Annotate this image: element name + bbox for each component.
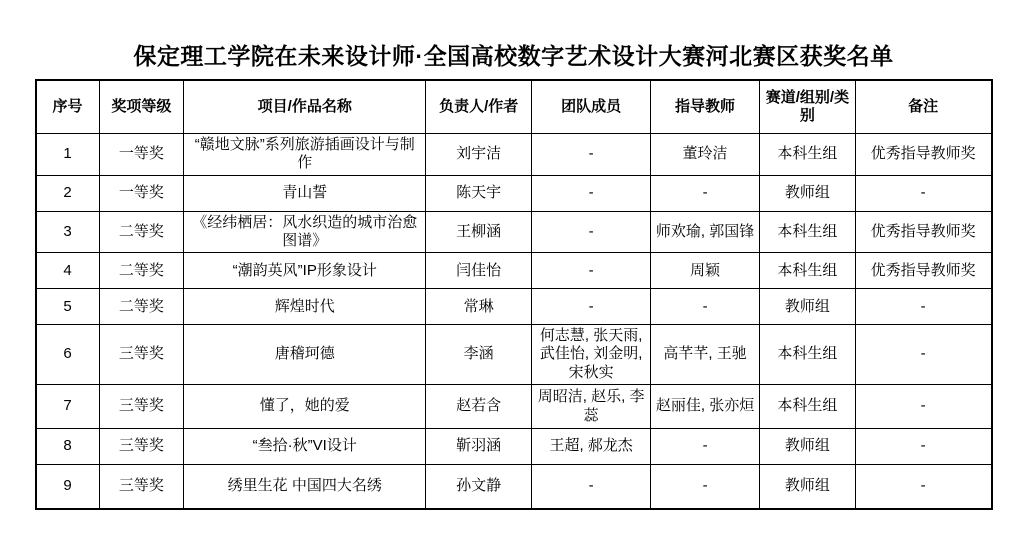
- cell-award: 二等奖: [99, 289, 184, 325]
- cell-category: 本科生组: [760, 253, 856, 289]
- cell-remark: -: [855, 325, 991, 385]
- cell-project: 唐稽珂德: [184, 325, 426, 385]
- cell-author: 王柳涵: [426, 211, 532, 253]
- cell-index: 3: [36, 211, 100, 253]
- cell-project: “叁拾·秋”VI设计: [184, 429, 426, 465]
- cell-award: 一等奖: [99, 134, 184, 176]
- table-row: [36, 253, 992, 289]
- cell-team: 何志慧, 张天雨, 武佳怡, 刘金明, 宋秋实: [532, 325, 651, 385]
- cell-team: -: [532, 134, 651, 176]
- table-row: [36, 325, 992, 385]
- cell-remark: 优秀指导教师奖: [855, 211, 991, 253]
- cell-award: 三等奖: [99, 325, 184, 385]
- cell-advisor: 赵丽佳, 张亦烜: [651, 385, 760, 429]
- cell-author: 孙文静: [426, 465, 532, 509]
- cell-award: 三等奖: [99, 385, 184, 429]
- cell-award: 二等奖: [99, 253, 184, 289]
- cell-project: 绣里生花 中国四大名绣: [184, 465, 426, 509]
- cell-remark: -: [855, 429, 991, 465]
- cell-remark: -: [855, 465, 991, 509]
- cell-project: 懂了，她的爱: [184, 385, 426, 429]
- cell-advisor: -: [651, 429, 760, 465]
- cell-author: 赵若含: [426, 385, 532, 429]
- column-header-category: 赛道/组别/类别: [760, 80, 856, 134]
- cell-team: -: [532, 175, 651, 211]
- cell-index: 8: [36, 429, 100, 465]
- cell-remark: 优秀指导教师奖: [855, 253, 991, 289]
- cell-author: 刘宇洁: [426, 134, 532, 176]
- column-header-remark: 备注: [855, 80, 991, 134]
- cell-category: 教师组: [760, 175, 856, 211]
- cell-author: 靳羽涵: [426, 429, 532, 465]
- column-header-award: 奖项等级: [99, 80, 184, 134]
- table-row: [36, 429, 992, 465]
- cell-index: 2: [36, 175, 100, 211]
- header-row: [36, 80, 992, 134]
- cell-project: “潮韵英风”IP形象设计: [184, 253, 426, 289]
- cell-category: 本科生组: [760, 325, 856, 385]
- table-row: [36, 465, 992, 509]
- cell-award: 三等奖: [99, 429, 184, 465]
- cell-author: 常琳: [426, 289, 532, 325]
- cell-advisor: -: [651, 289, 760, 325]
- cell-index: 6: [36, 325, 100, 385]
- table-row: [36, 289, 992, 325]
- cell-index: 1: [36, 134, 100, 176]
- table-row: [36, 211, 992, 253]
- cell-project: 《经纬栖居：风水织造的城市治愈图谱》: [184, 211, 426, 253]
- cell-project: “赣地文脉”系列旅游插画设计与制作: [184, 134, 426, 176]
- cell-remark: -: [855, 175, 991, 211]
- cell-team: -: [532, 211, 651, 253]
- column-header-index: 序号: [36, 80, 100, 134]
- cell-project: 青山誓: [184, 175, 426, 211]
- column-header-advisor: 指导教师: [651, 80, 760, 134]
- column-header-team: 团队成员: [532, 80, 651, 134]
- cell-author: 闫佳怡: [426, 253, 532, 289]
- table-row: [36, 175, 992, 211]
- cell-award: 三等奖: [99, 465, 184, 509]
- page-title: 保定理工学院在未来设计师·全国高校数字艺术设计大赛河北赛区获奖名单: [133, 43, 894, 69]
- cell-author: 陈天宇: [426, 175, 532, 211]
- cell-category: 本科生组: [760, 385, 856, 429]
- cell-team: 王超, 郝龙杰: [532, 429, 651, 465]
- cell-index: 7: [36, 385, 100, 429]
- cell-team: -: [532, 253, 651, 289]
- cell-remark: 优秀指导教师奖: [855, 134, 991, 176]
- cell-team: -: [532, 289, 651, 325]
- cell-advisor: 周颖: [651, 253, 760, 289]
- cell-index: 9: [36, 465, 100, 509]
- cell-team: -: [532, 465, 651, 509]
- table-row: [36, 385, 992, 429]
- cell-advisor: 董玲洁: [651, 134, 760, 176]
- cell-category: 教师组: [760, 429, 856, 465]
- cell-advisor: 师欢瑜, 郭国锋: [651, 211, 760, 253]
- cell-award: 一等奖: [99, 175, 184, 211]
- cell-author: 李涵: [426, 325, 532, 385]
- cell-index: 4: [36, 253, 100, 289]
- awards-table: [35, 79, 993, 510]
- cell-category: 教师组: [760, 289, 856, 325]
- cell-category: 本科生组: [760, 134, 856, 176]
- column-header-project: 项目/作品名称: [184, 80, 426, 134]
- cell-index: 5: [36, 289, 100, 325]
- cell-team: 周昭洁, 赵乐, 李蕊: [532, 385, 651, 429]
- column-header-author: 负责人/作者: [426, 80, 532, 134]
- cell-category: 本科生组: [760, 211, 856, 253]
- cell-advisor: -: [651, 465, 760, 509]
- cell-project: 辉煌时代: [184, 289, 426, 325]
- cell-remark: -: [855, 385, 991, 429]
- table-row: [36, 134, 992, 176]
- cell-advisor: -: [651, 175, 760, 211]
- cell-category: 教师组: [760, 465, 856, 509]
- cell-award: 二等奖: [99, 211, 184, 253]
- cell-remark: -: [855, 289, 991, 325]
- cell-advisor: 高芊芊, 王驰: [651, 325, 760, 385]
